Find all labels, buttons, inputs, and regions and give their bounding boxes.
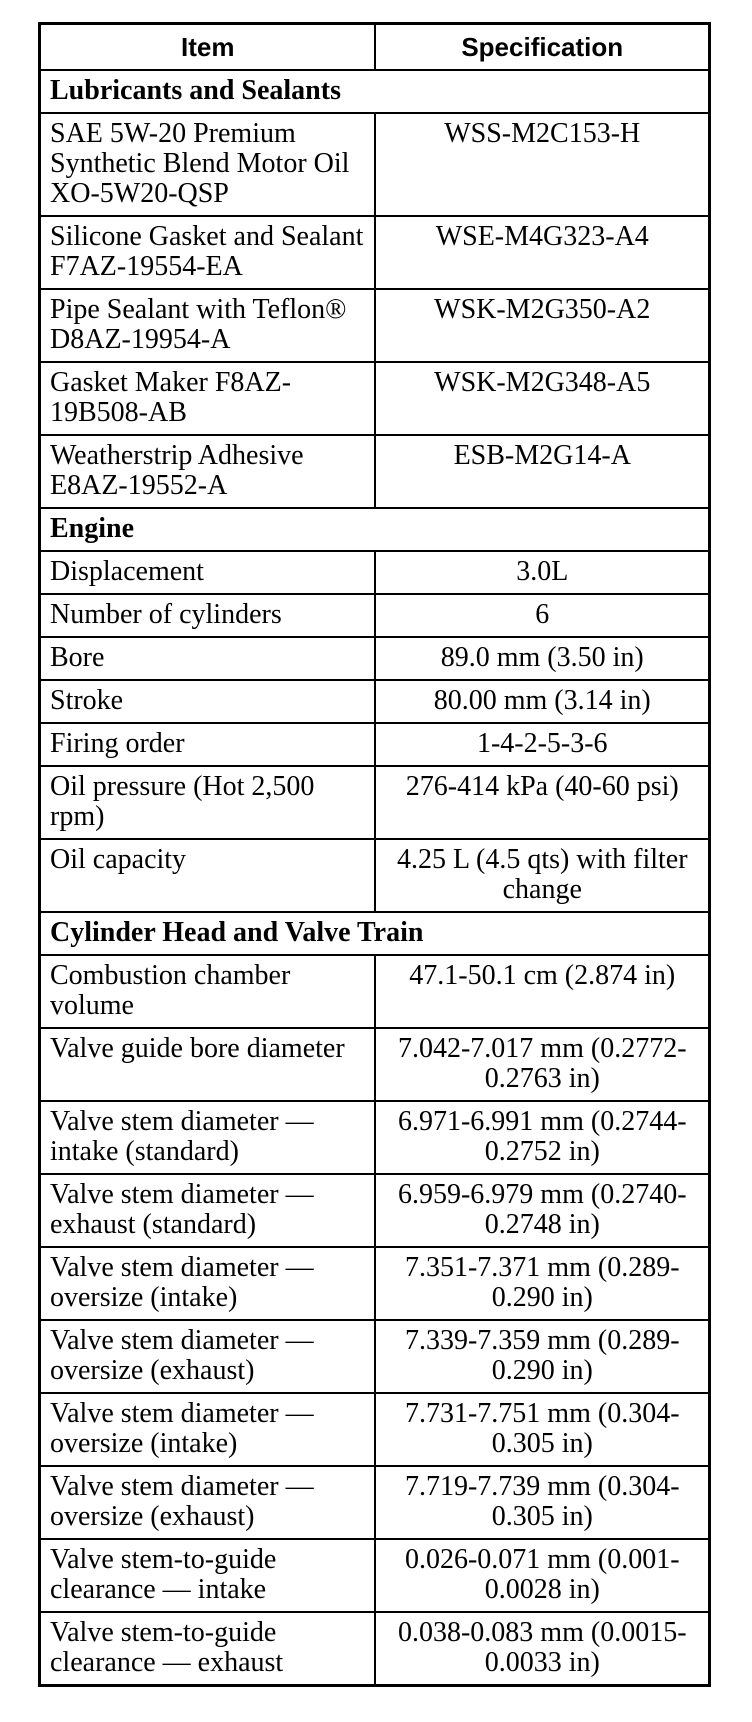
item-cell: Valve stem diameter — oversize (exhaust): [40, 1320, 375, 1393]
table-row: [40, 680, 710, 723]
specification-cell: 7.351-7.371 mm (0.289-0.290 in): [375, 1247, 710, 1320]
section-title: Lubricants and Sealants: [40, 70, 710, 113]
item-cell: Displacement: [40, 551, 375, 594]
table-row: [40, 216, 710, 289]
specification-cell: 47.1-50.1 cm (2.874 in): [375, 955, 710, 1028]
table-row: [40, 1612, 710, 1686]
table-row: [40, 1466, 710, 1539]
table-row: [40, 289, 710, 362]
specification-cell: 7.719-7.739 mm (0.304-0.305 in): [375, 1466, 710, 1539]
item-cell: Valve stem diameter — oversize (intake): [40, 1393, 375, 1466]
item-cell: Valve stem diameter — exhaust (standard): [40, 1174, 375, 1247]
specification-cell: 3.0L: [375, 551, 710, 594]
item-cell: Silicone Gasket and Sealant F7AZ-19554-EA: [40, 216, 375, 289]
section-header-row: [40, 508, 710, 551]
specification-cell: 80.00 mm (3.14 in): [375, 680, 710, 723]
specification-cell: 89.0 mm (3.50 in): [375, 637, 710, 680]
item-cell: Oil pressure (Hot 2,500 rpm): [40, 766, 375, 839]
item-cell: Valve stem-to-guide clearance — intake: [40, 1539, 375, 1612]
specification-cell: 7.339-7.359 mm (0.289-0.290 in): [375, 1320, 710, 1393]
table-row: [40, 723, 710, 766]
specification-cell: 1-4-2-5-3-6: [375, 723, 710, 766]
table-row: [40, 362, 710, 435]
table-row: [40, 1174, 710, 1247]
section-title: Engine: [40, 508, 710, 551]
table-row: [40, 1247, 710, 1320]
item-cell: Bore: [40, 637, 375, 680]
item-cell: Number of cylinders: [40, 594, 375, 637]
specification-cell: WSS-M2C153-H: [375, 113, 710, 216]
table-row: [40, 1028, 710, 1101]
item-cell: Valve guide bore diameter: [40, 1028, 375, 1101]
item-cell: Valve stem diameter — intake (standard): [40, 1101, 375, 1174]
item-cell: Oil capacity: [40, 839, 375, 912]
item-cell: Valve stem diameter — oversize (intake): [40, 1247, 375, 1320]
specification-cell: 0.026-0.071 mm (0.001-0.0028 in): [375, 1539, 710, 1612]
column-header-item: Item: [40, 24, 375, 71]
item-cell: Pipe Sealant with Teflon® D8AZ-19954-A: [40, 289, 375, 362]
table-row: [40, 955, 710, 1028]
item-cell: Firing order: [40, 723, 375, 766]
table-body: [40, 70, 710, 1686]
table-row: [40, 1539, 710, 1612]
item-cell: Valve stem-to-guide clearance — exhaust: [40, 1612, 375, 1686]
table-row: [40, 839, 710, 912]
item-cell: Stroke: [40, 680, 375, 723]
table-row: [40, 1101, 710, 1174]
table-row: [40, 594, 710, 637]
specification-cell: WSK-M2G348-A5: [375, 362, 710, 435]
specification-cell: 4.25 L (4.5 qts) with filter change: [375, 839, 710, 912]
table-row: [40, 113, 710, 216]
specification-cell: WSE-M4G323-A4: [375, 216, 710, 289]
table-row: [40, 1393, 710, 1466]
table-header-row: [40, 24, 710, 71]
table-row: [40, 637, 710, 680]
section-header-row: [40, 70, 710, 113]
specification-cell: WSK-M2G350-A2: [375, 289, 710, 362]
section-header-row: [40, 912, 710, 955]
specification-cell: ESB-M2G14-A: [375, 435, 710, 508]
specification-cell: 6: [375, 594, 710, 637]
column-header-specification: Specification: [375, 24, 710, 71]
specification-cell: 276-414 kPa (40-60 psi): [375, 766, 710, 839]
specifications-table: [38, 22, 711, 1687]
table-row: [40, 435, 710, 508]
item-cell: SAE 5W-20 Premium Synthetic Blend Motor Oil XO-5W20-QSP: [40, 113, 375, 216]
item-cell: Combustion chamber volume: [40, 955, 375, 1028]
item-cell: Valve stem diameter — oversize (exhaust): [40, 1466, 375, 1539]
table-row: [40, 551, 710, 594]
table-row: [40, 766, 710, 839]
specification-cell: 0.038-0.083 mm (0.0015-0.0033 in): [375, 1612, 710, 1686]
specification-cell: 6.971-6.991 mm (0.2744-0.2752 in): [375, 1101, 710, 1174]
specification-cell: 7.731-7.751 mm (0.304-0.305 in): [375, 1393, 710, 1466]
specification-cell: 7.042-7.017 mm (0.2772-0.2763 in): [375, 1028, 710, 1101]
item-cell: Gasket Maker F8AZ-19B508-AB: [40, 362, 375, 435]
table-row: [40, 1320, 710, 1393]
specification-cell: 6.959-6.979 mm (0.2740-0.2748 in): [375, 1174, 710, 1247]
item-cell: Weatherstrip Adhesive E8AZ-19552-A: [40, 435, 375, 508]
section-title: Cylinder Head and Valve Train: [40, 912, 710, 955]
